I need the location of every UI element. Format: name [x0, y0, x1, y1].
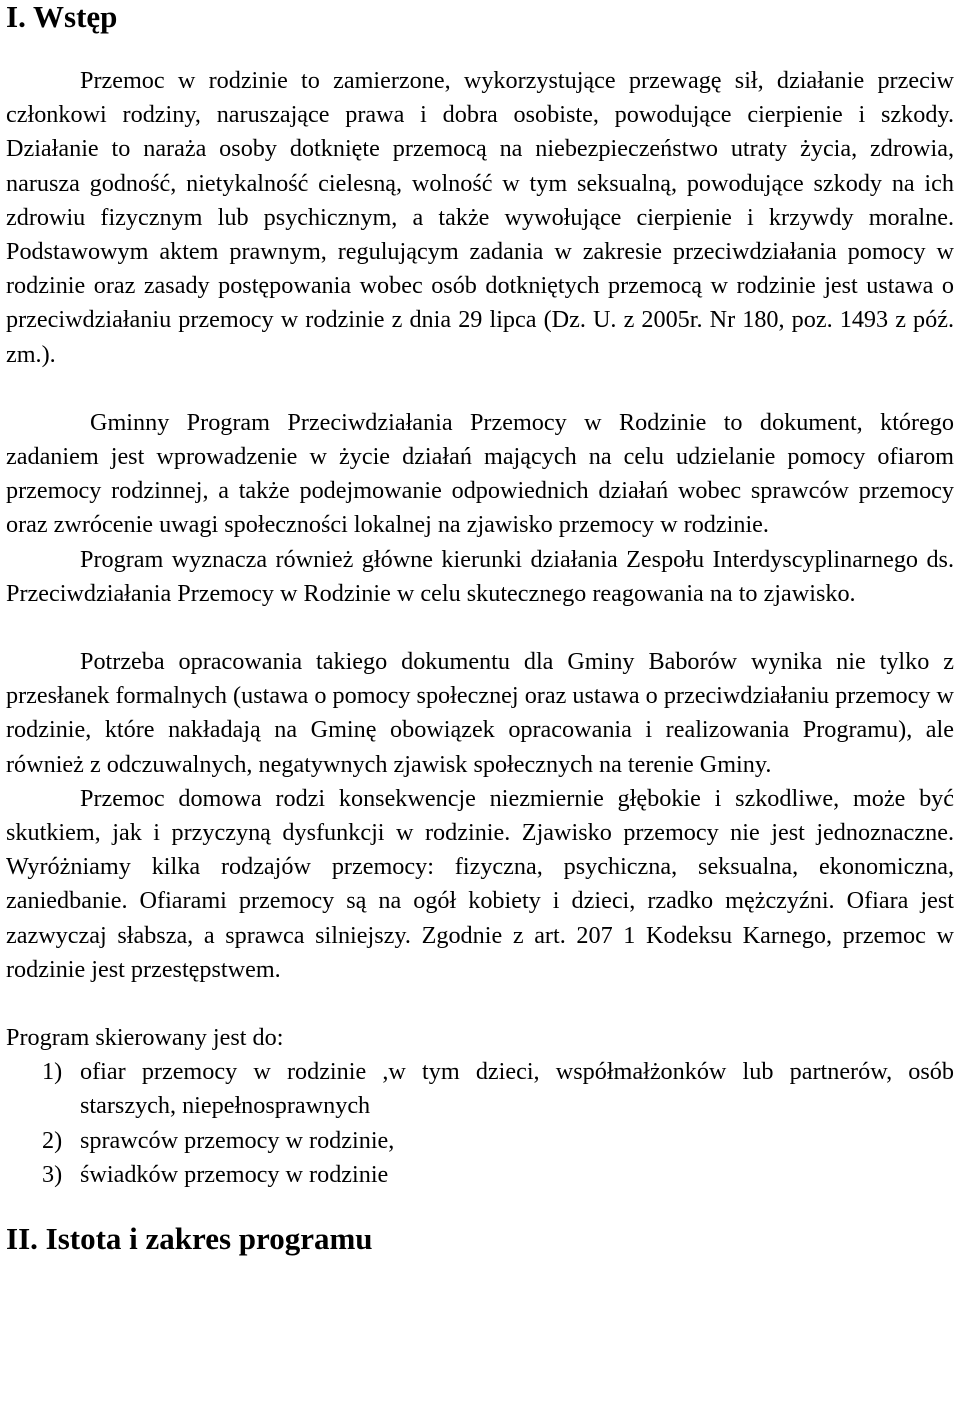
list-intro: Program skierowany jest do:: [6, 1024, 284, 1052]
document-page: [6, 0, 954, 1256]
paragraph-domestic-violence: Przemoc domowa rodzi konsekwencje niezmiernie głębokie i szkodliwe, może być skutkiem, jak i przyczyną dysfunkcji w rodzinie. Zjawisko przemocy nie jest jednoznaczne. Wyróżniamy kilka rodzajów przemocy: fizyczna, psychiczna, seksualna, ekonomiczna, zaniedbanie. Ofiarami przemocy są na ogół kobiety i dzieci, rzadko mężczyźni. Ofiara jest zazwyczaj słabsza, a sprawca silniejszy. Zgodnie z art. 207 1 Kodeksu Karnego, przemoc w rodzinie jest przestępstwem.: [6, 784, 954, 983]
section-heading-istota: II. Istota i zakres programu: [6, 1221, 373, 1257]
list-item-text: ofiar przemocy w rodzinie ,w tym dzieci, współmałżonków lub partnerów, osób starszych, niepełnosprawnych: [80, 1058, 954, 1120]
list-item: [6, 1158, 954, 1192]
target-group-list: [6, 1055, 954, 1192]
paragraph-program-purpose: Gminny Program Przeciwdziałania Przemocy w Rodzinie to dokument, którego zadaniem jest wprowadzenie w życie działań mających na celu udzielanie pomocy ofiarom przemocy rodzinnej, a także podejmowanie odpowiednich działań wobec sprawców przemocy oraz zwrócenie uwagi społeczności lokalnej na zjawisko przemocy w rodzinie.: [6, 408, 954, 539]
paragraph-document-need: Potrzeba opracowania takiego dokumentu dla Gminy Baborów wynika nie tylko z przesłanek formalnych (ustawa o pomocy społecznej oraz ustawa o przeciwdziałaniu przemocy w rodzinie, które nakładają na Gminę obowiązek opracowania i realizowania Programu), ale również z odczuwalnych, negatywnych zjawisk społecznych na terenie Gminy.: [6, 648, 954, 778]
list-item: [6, 1055, 954, 1123]
paragraph-program-directions: Program wyznacza również główne kierunki działania Zespołu Interdyscyplinarnego ds. Przeciwdziałania Przemocy w Rodzinie w celu skutecznego reagowania na to zjawisko.: [6, 545, 954, 607]
list-item-text: świadków przemocy w rodzinie: [80, 1160, 389, 1188]
paragraph-definition: Przemoc w rodzinie to zamierzone, wykorzystujące przewagę sił, działanie przeciw członkowi rodziny, naruszające prawa i dobra osobiste, powodujące cierpienie i szkody. Działanie to naraża osoby dotknięte przemocą na niebezpieczeństwo utraty życia, zdrowia, narusza godność, nietykalność cielesną, wolność w tym seksualną, powodujące szkody na ich zdrowiu fizycznym lub psychicznym, a także wywołujące cierpienie i krzywdy moralne. Podstawowym aktem prawnym, regulującym zadania w zakresie przeciwdziałania pomocy w rodzinie oraz zasady postępowania wobec osób dotkniętych przemocą w rodzinie jest ustawa o przeciwdziałaniu przemocy w rodzinie z dnia 29 lipca (Dz. U. z 2005r. Nr 180, poz. 1493 z póź. zm.).: [6, 67, 954, 368]
list-item-number: 1): [42, 1058, 63, 1086]
list-item-text: sprawców przemocy w rodzinie,: [80, 1126, 395, 1154]
list-item: [6, 1124, 954, 1158]
list-item-number: 2): [42, 1126, 63, 1154]
section-heading-wstep: I. Wstęp: [6, 0, 118, 34]
list-item-number: 3): [42, 1160, 63, 1188]
